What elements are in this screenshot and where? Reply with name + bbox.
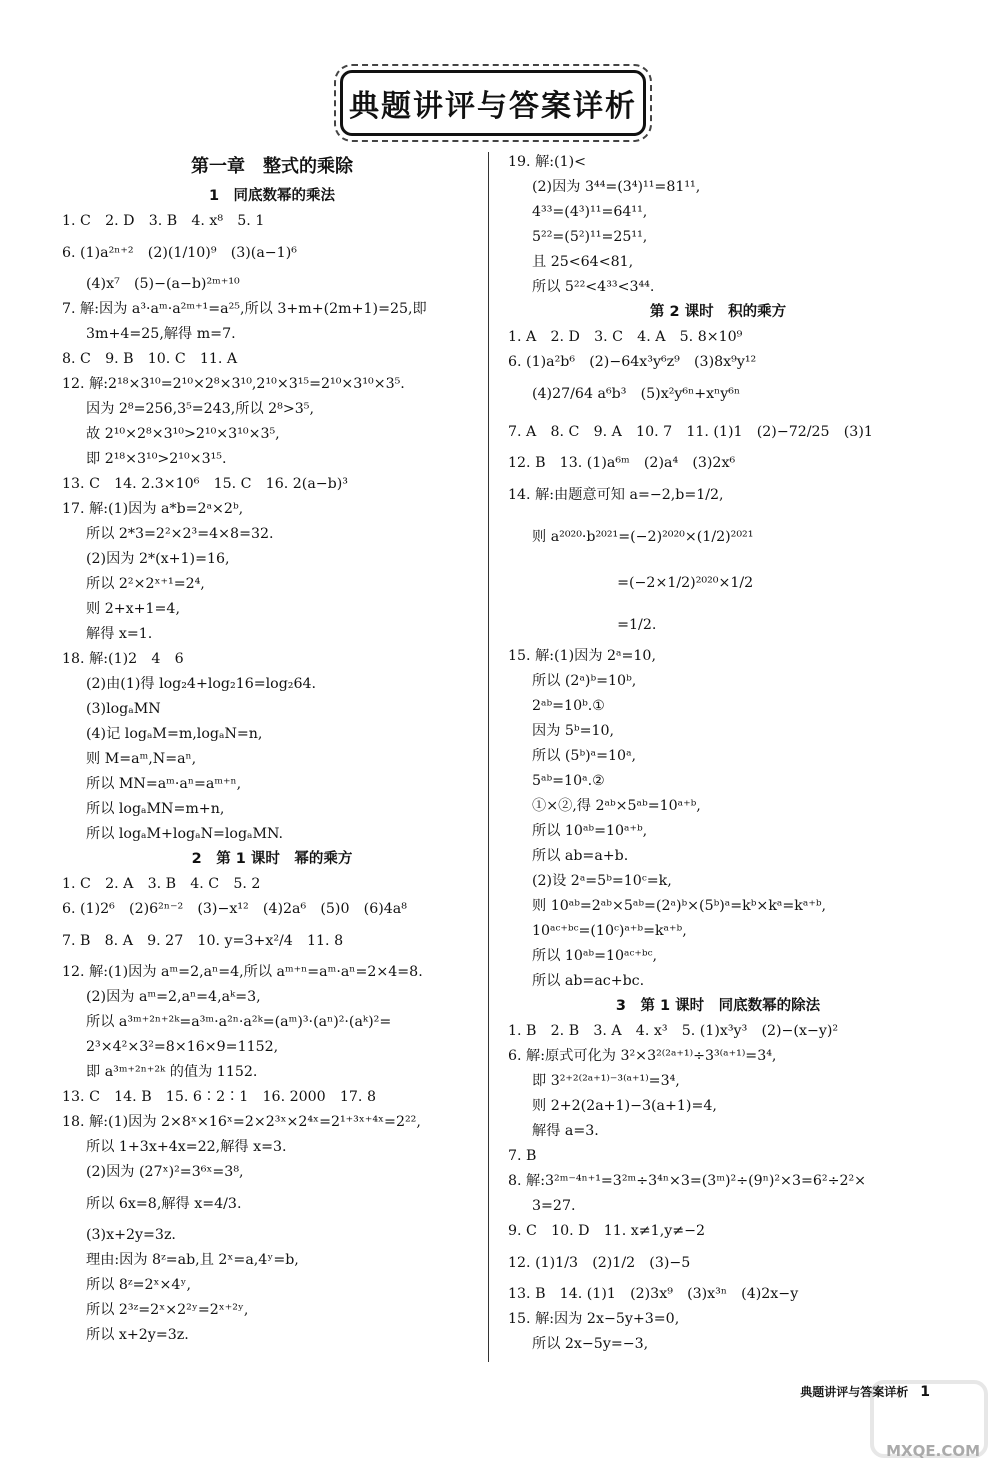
- answer-line: 7. A 8. C 9. A 10. 7 11. (1)1 (2)−72/25 (3)1: [508, 424, 873, 440]
- answer-line: (2)因为 3⁴⁴=(3⁴)¹¹=81¹¹,: [532, 179, 701, 195]
- answer-line: 故 2¹⁰×2⁸×3¹⁰>2¹⁰×3¹⁰×3⁵,: [86, 426, 280, 442]
- answer-line: 即 3²⁺²⁽²ᵃ⁺¹⁾⁻³⁽ᵃ⁺¹⁾=3⁴,: [532, 1073, 680, 1089]
- footer-label: 典题讲评与答案详析: [800, 1385, 909, 1399]
- answer-line: 1. C 2. D 3. B 4. x⁸ 5. 1: [62, 213, 265, 229]
- answer-line: 则 a²⁰²⁰·b²⁰²¹=(−2)²⁰²⁰×(1/2)²⁰²¹: [532, 529, 754, 545]
- answer-line: 所以 10ᵃᵇ=10ᵃ⁺ᵇ,: [532, 823, 648, 839]
- answer-line: 5ᵃᵇ=10ᵃ.②: [532, 773, 605, 789]
- answer-line: 2ᵃᵇ=10ᵇ.①: [532, 698, 606, 714]
- section-heading: 1 同底数幂的乘法: [208, 188, 336, 204]
- answer-line: (4)27/64 a⁶b³ (5)x²y⁶ⁿ+xⁿy⁶ⁿ: [532, 386, 741, 402]
- page-title: 典题讲评与答案详析: [349, 89, 637, 124]
- answer-line: 所以 1+3x+4x=22,解得 x=3.: [86, 1139, 287, 1155]
- answer-line: 12. 解:(1)因为 aᵐ=2,aⁿ=4,所以 aᵐ⁺ⁿ=aᵐ·aⁿ=2×4=8.: [62, 964, 423, 980]
- answer-line: 所以 6x=8,解得 x=4/3.: [86, 1196, 242, 1212]
- answer-line: 17. 解:(1)因为 a*b=2ᵃ×2ᵇ,: [62, 501, 244, 517]
- answer-line: 因为 2⁸=256,3⁵=243,所以 2⁸>3⁵,: [86, 401, 314, 417]
- answer-line: 18. 解:(1)因为 2×8ˣ×16ˣ=2×2³ˣ×2⁴ˣ=2¹⁺³ˣ⁺⁴ˣ=2²²,: [62, 1114, 421, 1130]
- column-divider: [488, 152, 489, 1362]
- answer-line: 12. 解:2¹⁸×3¹⁰=2¹⁰×2⁸×3¹⁰,2¹⁰×3¹⁵=2¹⁰×3¹⁰×3⁵.: [62, 376, 405, 392]
- answer-line: 理由:因为 8ᶻ=ab,且 2ˣ=a,4ʸ=b,: [86, 1252, 299, 1268]
- answer-line: 所以 a³ᵐ⁺²ⁿ⁺²ᵏ=a³ᵐ·a²ⁿ·a²ᵏ=(aᵐ)³·(aⁿ)²·(aᵏ)²=: [86, 1014, 392, 1030]
- answer-line: 13. C 14. 2.3×10⁶ 15. C 16. 2(a−b)³: [62, 476, 348, 492]
- answer-line: 2³×4²×3²=8×16×9=1152,: [86, 1039, 279, 1055]
- answer-line: 所以 5²²<4³³<3⁴⁴.: [532, 279, 655, 295]
- answer-line: 4³³=(4³)¹¹=64¹¹,: [532, 204, 648, 220]
- answer-line: 所以 logₐM+logₐN=logₐMN.: [86, 826, 284, 842]
- answer-line: 所以 logₐMN=m+n,: [86, 801, 225, 817]
- answer-line: (2)因为 2*(x+1)=16,: [86, 551, 230, 567]
- answer-line: 6. (1)a²b⁶ (2)−64x³y⁶z⁹ (3)8x⁹y¹²: [508, 354, 757, 370]
- answer-line: =1/2.: [532, 617, 657, 633]
- answer-line: (2)由(1)得 log₂4+log₂16=log₂64.: [86, 676, 317, 692]
- watermark-url: MXQE.COM: [886, 1442, 980, 1460]
- answer-line: 则 M=aᵐ,N=aⁿ,: [86, 751, 197, 767]
- answer-line: 即 a³ᵐ⁺²ⁿ⁺²ᵏ 的值为 1152.: [86, 1064, 258, 1080]
- answer-line: 所以 x+2y=3z.: [86, 1327, 189, 1343]
- answer-line: (2)设 2ᵃ=5ᵇ=10ᶜ=k,: [532, 873, 672, 889]
- answer-line: 则 10ᵃᵇ=2ᵃᵇ×5ᵃᵇ=(2ᵃ)ᵇ×(5ᵇ)ᵃ=kᵇ×kᵃ=kᵃ⁺ᵇ,: [532, 898, 827, 914]
- answer-line: =(−2×1/2)²⁰²⁰×1/2: [532, 575, 754, 591]
- answer-line: 12. B 13. (1)a⁶ᵐ (2)a⁴ (3)2x⁶: [508, 455, 736, 471]
- answer-line: 14. 解:由题意可知 a=−2,b=1/2,: [508, 487, 724, 503]
- answer-line: 则 2+2(2a+1)−3(a+1)=4,: [532, 1098, 717, 1114]
- answer-line: 8. 解:3²ᵐ⁻⁴ⁿ⁺¹=3²ᵐ÷3⁴ⁿ×3=(3ᵐ)²÷(9ⁿ)²×3=6²÷2²×: [508, 1173, 867, 1189]
- answer-line: 12. (1)1/3 (2)1/2 (3)−5: [508, 1255, 691, 1271]
- answer-line: 所以 2³ᶻ=2ˣ×2²ʸ=2ˣ⁺²ʸ,: [86, 1302, 249, 1318]
- answer-line: (2)因为 (27ˣ)²=3⁶ˣ=3⁸,: [86, 1164, 244, 1180]
- answer-line: 3m+4=25,解得 m=7.: [86, 326, 236, 342]
- page-number: 1: [920, 1384, 930, 1400]
- answer-line: ①×②,得 2ᵃᵇ×5ᵃᵇ=10ᵃ⁺ᵇ,: [532, 798, 701, 814]
- answer-line: 6. (1)a²ⁿ⁺² (2)(1/10)⁹ (3)(a−1)⁶: [62, 245, 297, 261]
- answer-line: 所以 ab=a+b.: [532, 848, 629, 864]
- answer-line: 19. 解:(1)<: [508, 154, 587, 170]
- section-heading: 2 第 1 课时 幂的乘方: [191, 851, 353, 867]
- answer-line: 因为 5ᵇ=10,: [532, 723, 615, 739]
- answer-line: 18. 解:(1)2 4 6: [62, 651, 184, 667]
- answer-line: (3)x+2y=3z.: [86, 1227, 176, 1243]
- answer-line: 8. C 9. B 10. C 11. A: [62, 351, 238, 367]
- answer-line: (4)x⁷ (5)−(a−b)²ᵐ⁺¹⁰: [86, 276, 240, 292]
- answer-line: 则 2+x+1=4,: [86, 601, 180, 617]
- answer-line: 所以 8ᶻ=2ˣ×4ʸ,: [86, 1277, 191, 1293]
- page-title-box: [340, 70, 646, 136]
- answer-line: 所以 2²×2ˣ⁺¹=2⁴,: [86, 576, 205, 592]
- answer-line: 解得 x=1.: [86, 626, 153, 642]
- answer-line: 解得 a=3.: [532, 1123, 599, 1139]
- answer-line: 9. C 10. D 11. x≠1,y≠−2: [508, 1223, 706, 1239]
- answer-line: 且 25<64<81,: [532, 254, 634, 270]
- section-heading: 3 第 1 课时 同底数幂的除法: [615, 998, 821, 1014]
- answer-line: 5²²=(5²)¹¹=25¹¹,: [532, 229, 648, 245]
- section-heading: 第 2 课时 积的乘方: [649, 304, 787, 320]
- answer-line: 15. 解:因为 2x−5y+3=0,: [508, 1311, 680, 1327]
- answer-line: (4)记 logₐM=m,logₐN=n,: [86, 726, 263, 742]
- answer-line: 13. C 14. B 15. 6∶2∶1 16. 2000 17. 8: [62, 1089, 376, 1105]
- answer-line: 所以 MN=aᵐ·aⁿ=aᵐ⁺ⁿ,: [86, 776, 242, 792]
- answer-line: 所以 2x−5y=−3,: [532, 1336, 649, 1352]
- answer-line: 6. 解:原式可化为 3²×3²⁽²ᵃ⁺¹⁾÷3³⁽ᵃ⁺¹⁾=3⁴,: [508, 1048, 777, 1064]
- answer-line: 7. 解:因为 a³·aᵐ·a²ᵐ⁺¹=a²⁵,所以 3+m+(2m+1)=25,即: [62, 301, 427, 317]
- answer-line: 所以 ab=ac+bc.: [532, 973, 645, 989]
- answer-line: 所以 10ᵃᵇ=10ᵃᶜ⁺ᵇᶜ,: [532, 948, 657, 964]
- answer-line: 1. B 2. B 3. A 4. x³ 5. (1)x³y³ (2)−(x−y)²: [508, 1023, 839, 1039]
- answer-line: (3)logₐMN: [86, 701, 161, 717]
- answer-line: 1. C 2. A 3. B 4. C 5. 2: [62, 876, 261, 892]
- answer-line: 10ᵃᶜ⁺ᵇᶜ=(10ᶜ)ᵃ⁺ᵇ=kᵃ⁺ᵇ,: [532, 923, 687, 939]
- answer-line: 所以 (5ᵇ)ᵃ=10ᵃ,: [532, 748, 637, 764]
- left-column: [62, 150, 482, 1348]
- answer-line: 所以 2*3=2²×2³=4×8=32.: [86, 526, 274, 542]
- answer-line: 6. (1)2⁶ (2)6²ⁿ⁻² (3)−x¹² (4)2a⁶ (5)0 (6)4a⁸: [62, 901, 407, 917]
- answer-line: (2)因为 aᵐ=2,aⁿ=4,aᵏ=3,: [86, 989, 261, 1005]
- answer-line: 所以 (2ᵃ)ᵇ=10ᵇ,: [532, 673, 637, 689]
- answer-line: 7. B: [508, 1148, 537, 1164]
- answer-line: 13. B 14. (1)1 (2)3x⁹ (3)x³ⁿ (4)2x−y: [508, 1286, 799, 1302]
- answer-line: 7. B 8. A 9. 27 10. y=3+x²/4 11. 8: [62, 933, 344, 949]
- right-column: [508, 150, 928, 1357]
- chapter-heading: 第一章 整式的乘除: [191, 156, 353, 177]
- answer-line: 即 2¹⁸×3¹⁰>2¹⁰×3¹⁵.: [86, 451, 227, 467]
- answer-line: 1. A 2. D 3. C 4. A 5. 8×10⁹: [508, 329, 743, 345]
- answer-line: 15. 解:(1)因为 2ᵃ=10,: [508, 648, 656, 664]
- answer-line: 3=27.: [532, 1198, 576, 1214]
